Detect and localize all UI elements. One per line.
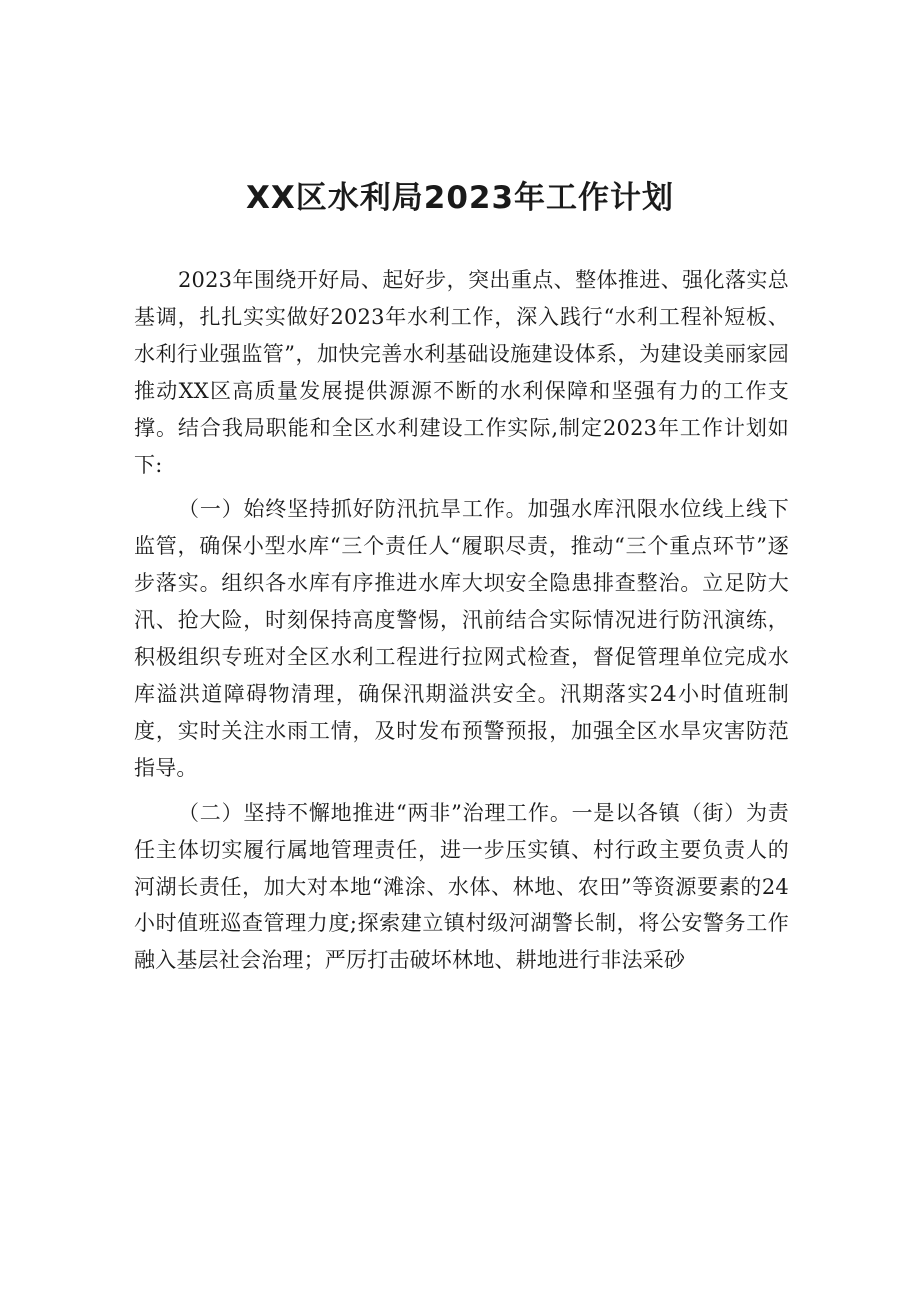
paragraph-flood-control: （一）始终坚持抓好防汛抗旱工作。加强水库汛限水位线上线下监管，确保小型水库“三个责任人“履职尽责，推动“三个重点环节”逐步落实。组织各水库有序推进水库大坝安全隐患排查整治。立足防大汛、抢大险，时刻保持高度警惕，汛前结合实际情况进行防汛演练，积极组织专班对全区水利工程进行拉网式检查，督促管理单位完成水库溢洪道障碍物清理，确保汛期溢洪安全。汛期落实24小时值班制度，实时关注水雨工情，及时发布预警预报，加强全区水旱灾害防范指导。 [134,497,789,780]
paragraph-intro: 2023年围绕开好局、起好步，突出重点、整体推进、强化落实总基调，扎扎实实做好2023年水利工作，深入践行“水利工程补短板、水利行业强监管”，加快完善水利基础设施建设体系，为建设美丽家园推动XX区高质量发展提供源源不断的水利保障和坚强有力的工作支撑。结合我局职能和全区水利建设工作实际,制定2023年工作计划如下: [134,268,789,477]
paragraph-two-illegal-governance: （二）坚持不懈地推进“两非”治理工作。一是以各镇（街）为责任主体切实履行属地管理责任，进一步压实镇、村行政主要负责人的河湖长责任，加大对本地“滩涂、水体、林地、农田”等资源要素的24小时值班巡查管理力度;探索建立镇村级河湖警长制，将公安警务工作融入基层社会治理；严厉打击破坏林地、耕地进行非法采砂 [134,800,789,973]
document-body [134,262,789,985]
document-title: XX区水利局2023年工作计划 [245,180,675,216]
